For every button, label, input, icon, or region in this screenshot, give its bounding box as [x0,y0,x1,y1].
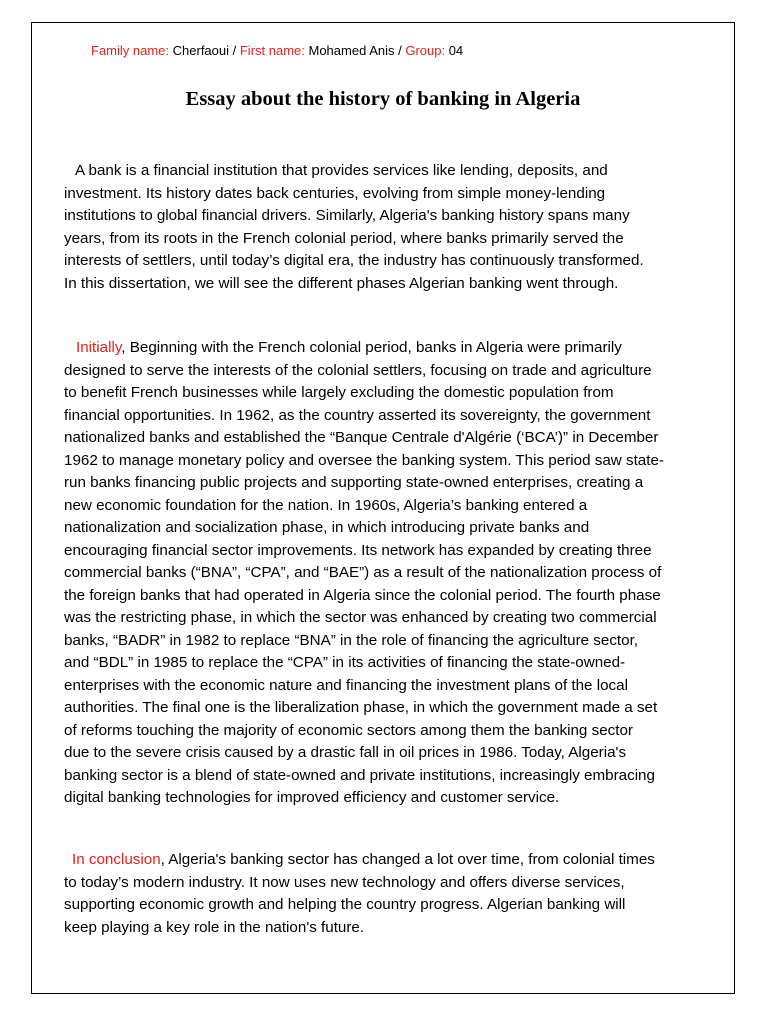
text-line: 1962 to manage monetary policy and oversee the banking system. This period saw state- [64,451,664,469]
text-line: financial opportunities. In 1962, as the country asserted its sovereignty, the government [64,406,651,424]
text-line: to today’s modern industry. It now uses new technology and offers diverse services, [64,873,625,891]
text-line: In this dissertation, we will see the different phases Algerian banking went through. [64,274,619,292]
text-line: designed to serve the interests of the colonial settlers, focusing on trade and agriculture [64,361,652,379]
text-line: nationalization and socialization phase, in which introducing private banks and [64,519,590,536]
text-line: the foreign banks that had operated in Algeria since the colonial period. The fourth phase [64,586,661,604]
body-first-line-rest: , Beginning with the French colonial period, banks in Algeria were primarily [121,339,622,356]
text-line: of reforms touching the majority of economic sectors among them the banking sector [64,721,633,739]
text-line: new economic foundation for the nation. In 1960s, Algeria’s banking entered a [64,496,588,514]
text-line: A bank is a financial institution that provides services like lending, deposits, and [75,162,608,179]
student-info-line [91,42,463,60]
intro-paragraph [64,160,724,295]
text-line: authorities. The final one is the liberalization phase, in which the government made a set [64,699,658,716]
essay-title: Essay about the history of banking in Algeria [185,88,581,110]
text-line [64,337,724,360]
text-line [64,849,724,872]
initially-keyword: Initially [76,339,122,356]
body-paragraph [64,337,724,810]
text-line: institutions to global financial drivers. Similarly, Algeria's banking history spans many [64,207,630,224]
family-name-value: Cherfaoui / [169,43,240,58]
first-name-label: First name: [239,43,305,58]
text-line: due to the severe crisis caused by a drastic fall in oil prices in 1986. Today, Algeria's [64,744,627,761]
group-label: Group: [405,43,446,58]
first-name-value: Mohamed Anis / [304,43,406,58]
text-line: was the restricting phase, in which the sector was enhanced by creating two commercial [64,609,657,626]
text-line: commercial banks (“BNA”, “CPA”, and “BAE”) as a result of the nationalization process of [64,564,662,581]
group-value: 04 [445,43,464,58]
text-line: banks, “BADR” in 1982 to replace “BNA” in the role of financing the agriculture sector, [64,631,639,649]
text-line: investment. Its history dates back centuries, evolving from simple money-lending [64,184,606,202]
text-line: encouraging financial sector improvements. Its network has expanded by creating three [64,541,652,559]
text-line: and “BDL” in 1985 to replace the “CPA” in its activities of financing the state-owned- [64,654,626,671]
text-line: supporting economic growth and helping the country progress. Algerian banking will [64,896,626,913]
text-line: digital banking technologies for improved efficiency and customer service. [64,789,560,806]
text-line: interests of settlers, until today’s digital era, the industry has continuously transformed. [64,252,644,269]
text-line: run banks financing public projects and supporting state-owned enterprises, creating a [64,474,644,491]
text-line: keep playing a key role in the nation's future. [64,918,365,936]
in-conclusion-keyword: In conclusion [72,851,161,868]
text-line: nationalized banks and established the “Banque Centrale d'Algérie (‘BCA’)” in December [64,429,659,446]
family-name-label: Family name: [91,43,170,58]
text-line: years, from its roots in the French colonial period, where banks primarily served the [64,229,624,247]
text-line: banking sector is a blend of state-owned and private institutions, increasingly embracing [64,766,655,784]
conclusion-paragraph [64,849,724,939]
text-line: enterprises with the economic nature and financing the investment plans of the local [64,676,628,694]
conclusion-first-line-rest: , Algeria's banking sector has changed a lot over time, from colonial times [160,851,655,868]
text-line: to benefit French businesses while largely excluding the domestic population from [64,384,614,401]
